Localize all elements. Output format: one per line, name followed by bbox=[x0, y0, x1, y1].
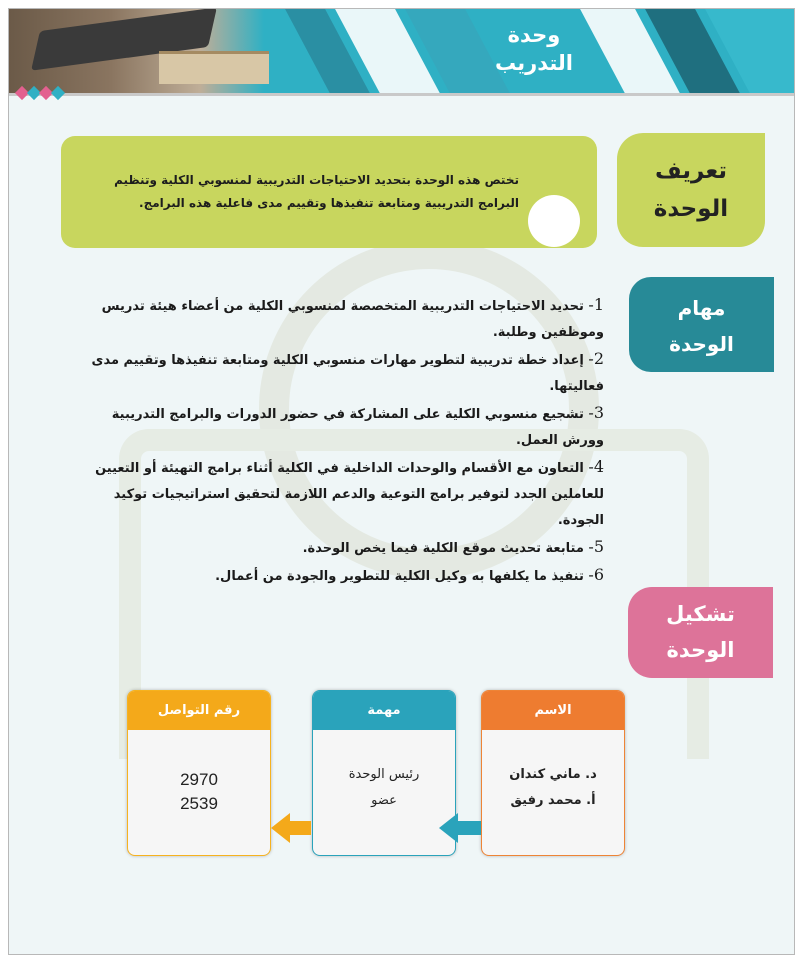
task-item bbox=[89, 346, 604, 400]
task-number: 4- bbox=[588, 457, 604, 476]
definition-tab bbox=[617, 133, 765, 247]
page-title-line2: التدريب bbox=[495, 51, 573, 75]
formation-tab-line2: الوحدة bbox=[666, 638, 735, 662]
member-phone: 2539 bbox=[180, 794, 218, 813]
task-text: تنفيذ ما يكلفها به وكيل الكلية للتطوير والجودة من أعمال. bbox=[215, 569, 584, 584]
task-item bbox=[89, 454, 604, 534]
task-text: متابعة تحديث موقع الكلية فيما يخص الوحدة. bbox=[302, 541, 584, 556]
formation-tab-line1: تشكيل bbox=[666, 602, 735, 626]
role-card-body bbox=[313, 730, 455, 814]
task-text: إعداد خطة تدريبية لتطوير مهارات منسوبي الكلية ومتابعة تنفيذها وتقييم مدى فعاليتها. bbox=[91, 353, 604, 394]
task-number: 2- bbox=[588, 349, 604, 368]
member-name: أ. محمد رفيق bbox=[510, 793, 596, 808]
phone-card-body bbox=[128, 730, 270, 816]
definition-circle-ornament bbox=[528, 195, 580, 247]
task-text: التعاون مع الأقسام والوحدات الداخلية في الكلية أثناء برامج التهيئة أو التعيين للعاملين الجدد لتوفير برامج التوعية والدعم اللازمة لتحقيق استراتيجيات توكيد الجودة. bbox=[95, 461, 604, 528]
task-item bbox=[89, 534, 604, 562]
task-number: 3- bbox=[588, 403, 604, 422]
role-card bbox=[312, 690, 456, 856]
member-name: د. ماني كندان bbox=[509, 767, 597, 782]
task-item bbox=[89, 562, 604, 590]
task-item bbox=[89, 292, 604, 346]
task-number: 1- bbox=[588, 295, 604, 314]
tasks-tab bbox=[629, 277, 774, 372]
task-item bbox=[89, 400, 604, 454]
member-role: عضو bbox=[371, 793, 397, 808]
formation-tab bbox=[628, 587, 773, 678]
role-card-header: مهمة bbox=[313, 691, 455, 730]
member-phone: 2970 bbox=[180, 770, 218, 789]
tasks-tab-line2: الوحدة bbox=[669, 332, 734, 356]
task-text: تحديد الاحتياجات التدريبية المتخصصة لمنسوبي الكلية من أعضاء هيئة تدريس وموظفين وطلبة. bbox=[101, 299, 604, 340]
member-role: رئيس الوحدة bbox=[348, 767, 420, 782]
definition-tab-line2: الوحدة bbox=[653, 196, 729, 222]
definition-tab-line1: تعريف bbox=[655, 158, 727, 184]
name-card bbox=[481, 690, 625, 856]
tasks-tab-line1: مهام bbox=[677, 296, 726, 320]
task-number: 5- bbox=[588, 537, 604, 556]
name-card-header: الاسم bbox=[482, 691, 624, 730]
tasks-list bbox=[89, 292, 604, 590]
page-title-line1: وحدة bbox=[507, 23, 561, 47]
header-banner bbox=[9, 9, 794, 93]
page-frame bbox=[8, 8, 795, 955]
task-number: 6- bbox=[588, 565, 604, 584]
page-title bbox=[479, 21, 589, 77]
header-divider bbox=[9, 93, 794, 96]
name-card-body bbox=[482, 730, 624, 814]
books-icon bbox=[159, 51, 269, 84]
graduation-cap-photo bbox=[9, 9, 264, 93]
phone-card bbox=[127, 690, 271, 856]
phone-card-header: رقم التواصل bbox=[128, 691, 270, 730]
definition-text: تختص هذه الوحدة بتحديد الاحتياجات التدريبية لمنسوبي الكلية وتنظيم البرامج التدريبية ومتابعة تنفيذها وتقييم مدى فاعلية هذه البرامج. bbox=[114, 173, 519, 210]
task-text: تشجيع منسوبي الكلية على المشاركة في حضور الدورات والبرامج التدريبية وورش العمل. bbox=[111, 407, 604, 448]
